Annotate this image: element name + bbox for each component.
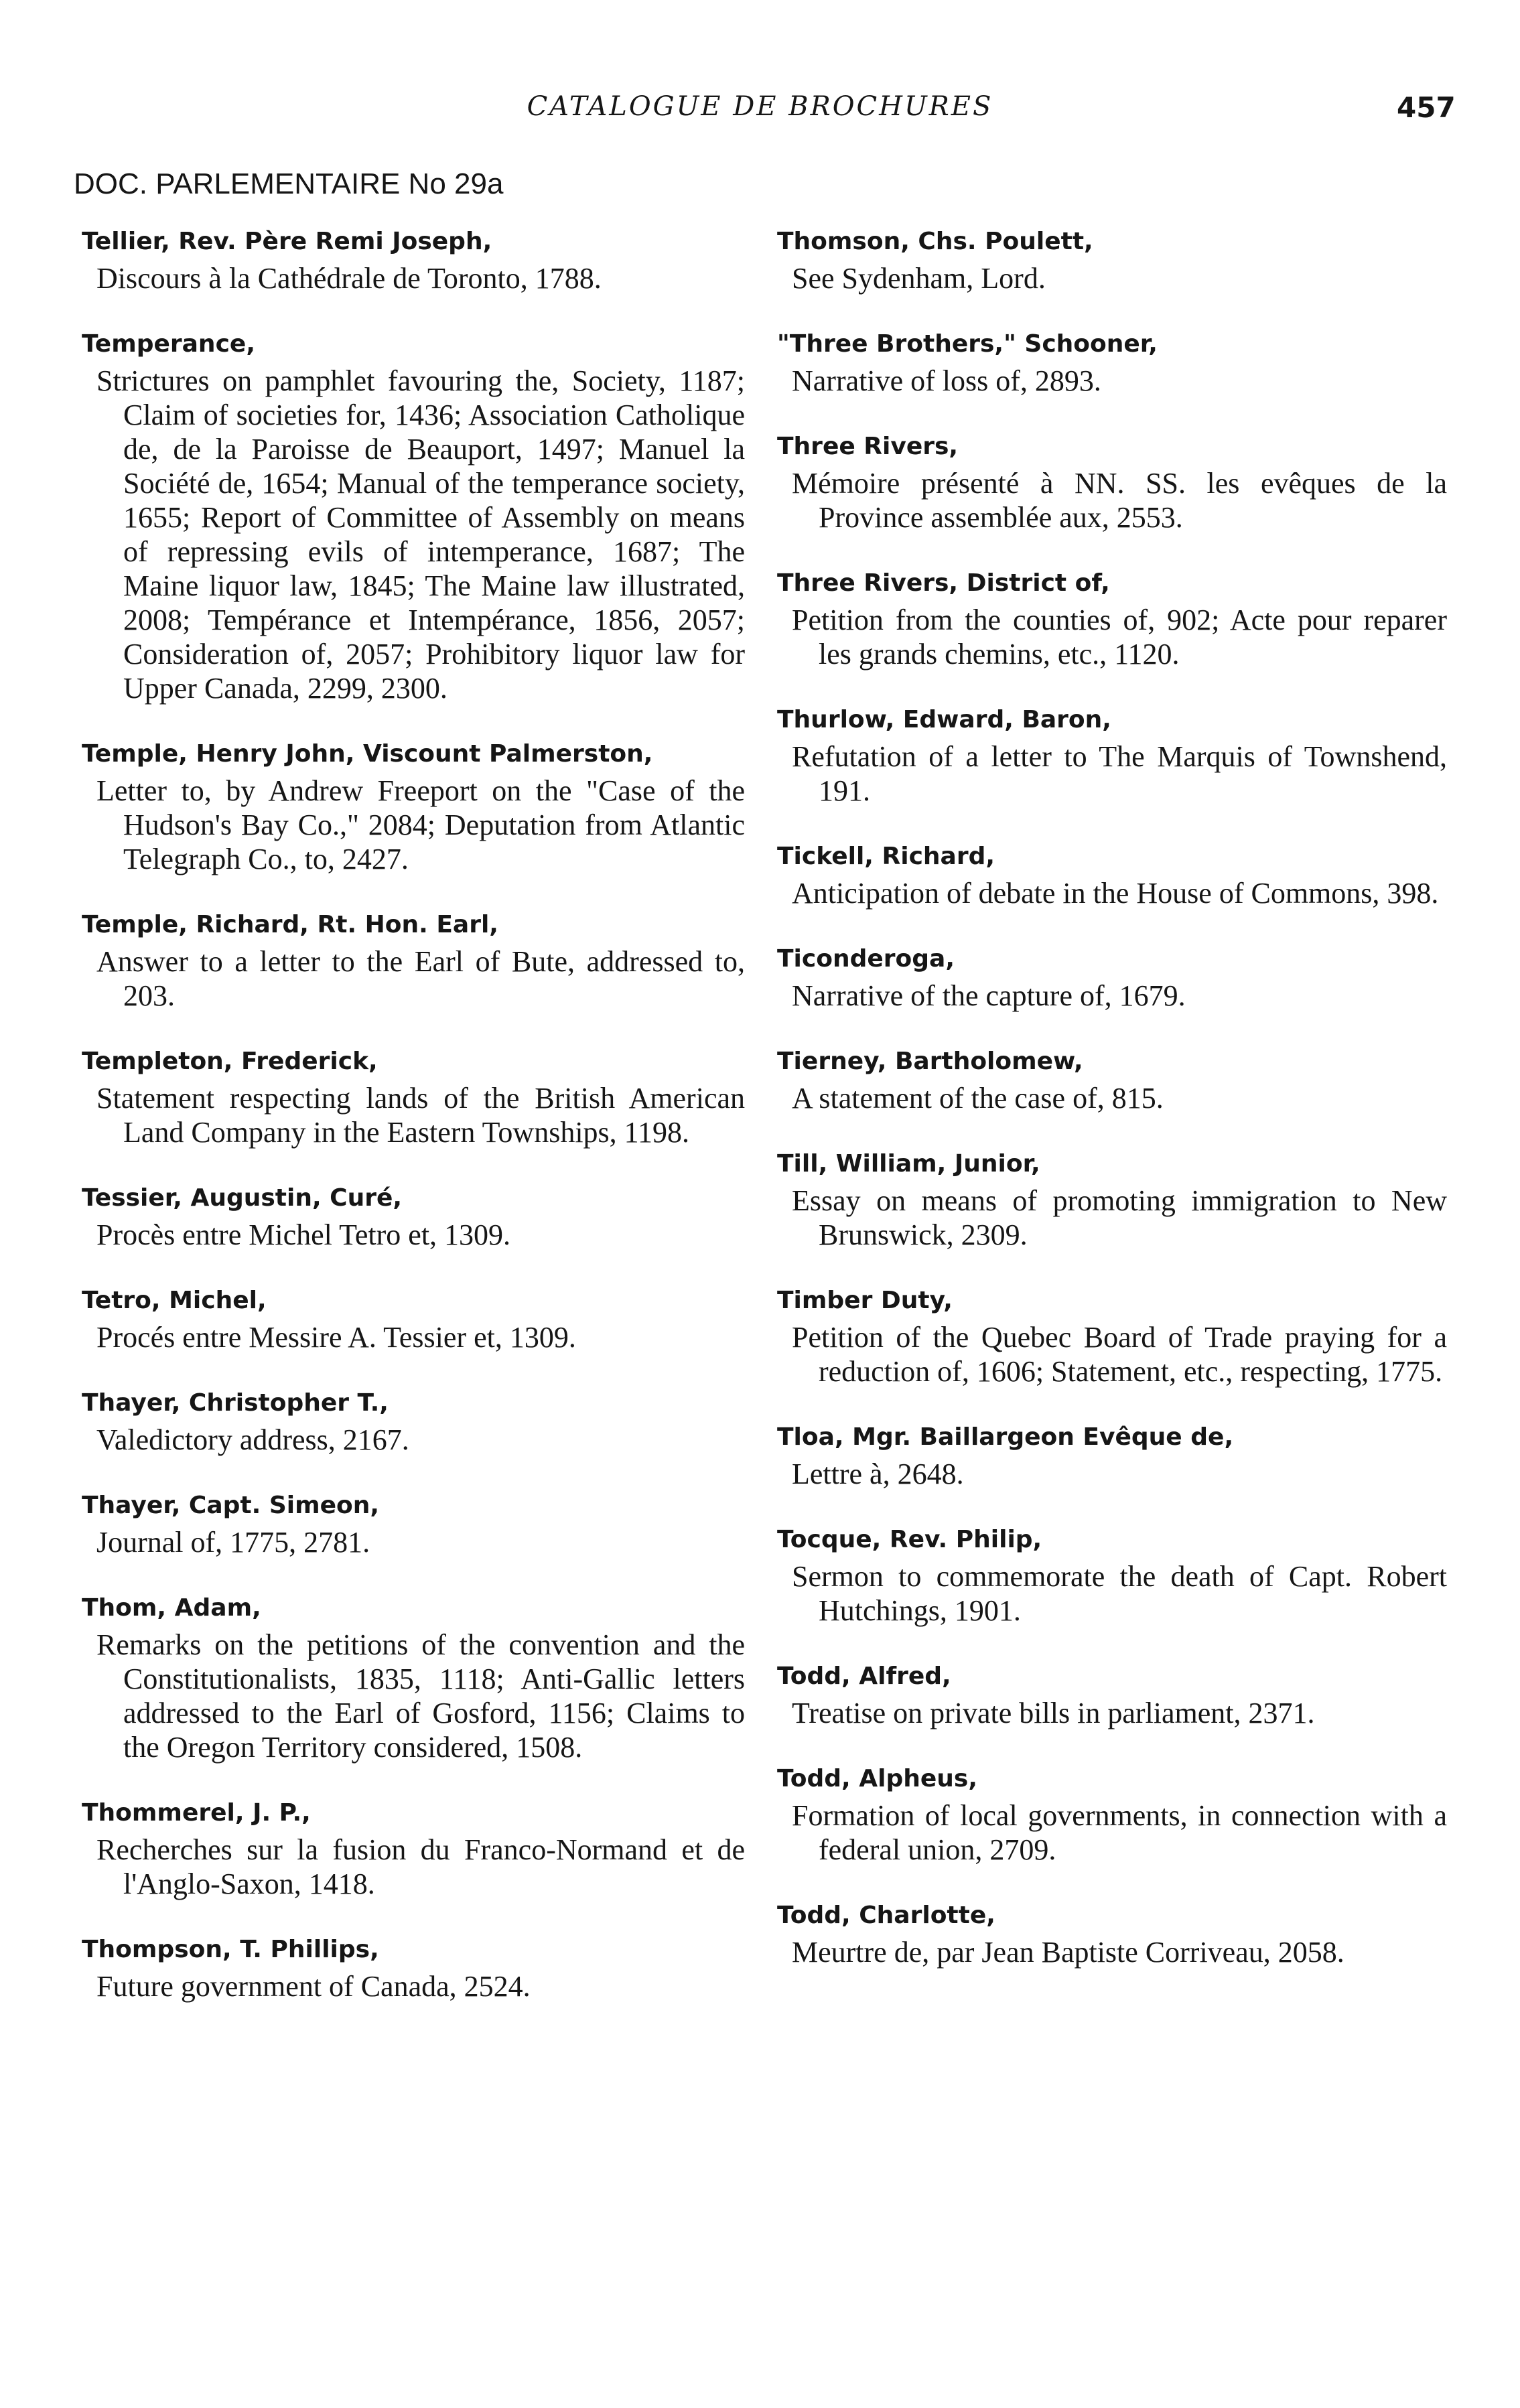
entry-heading: Thayer, Christopher T.,	[82, 1389, 389, 1417]
entry-heading: Todd, Alpheus,	[777, 1765, 978, 1792]
catalogue-entry	[82, 1284, 745, 1354]
catalogue-entry	[777, 1284, 1447, 1389]
entry-text: Lettre à, 2648.	[792, 1458, 964, 1490]
entry-text: Valedictory address, 2167.	[96, 1423, 409, 1456]
entry-heading: Tetro, Michel,	[82, 1287, 267, 1314]
catalogue-entry	[82, 1182, 745, 1252]
catalogue-entry	[777, 1899, 1447, 1969]
catalogue-entry	[777, 1147, 1447, 1252]
entry-text: Answer to a letter to the Earl of Bute, addressed to, 203.	[96, 945, 745, 1012]
entry-text: Recherches sur la fusion du Franco-Normand et de l'Anglo-Saxon, 1418.	[96, 1833, 745, 1900]
catalogue-entry	[82, 1045, 745, 1149]
entry-heading: Three Rivers, District of,	[777, 569, 1110, 597]
entry-heading: Thayer, Capt. Simeon,	[82, 1492, 380, 1519]
catalogue-entry	[777, 1523, 1447, 1628]
catalogue-entry	[777, 430, 1447, 535]
entry-text: Procés entre Messire A. Tessier et, 1309.	[96, 1321, 576, 1354]
entry-text: Petition of the Quebec Board of Trade praying for a reduction of, 1606; Statement, etc., respecting, 1775.	[792, 1321, 1447, 1388]
entry-text: Journal of, 1775, 2781.	[96, 1526, 370, 1559]
entry-text: Mémoire présenté à NN. SS. les evêques de la Province assemblée aux, 2553.	[792, 467, 1447, 534]
catalogue-entry	[777, 328, 1447, 398]
left-column	[82, 225, 745, 2036]
catalogue-entry	[777, 703, 1447, 808]
catalogue-entry	[777, 1045, 1447, 1115]
catalogue-entry	[777, 840, 1447, 910]
catalogue-entry	[777, 1660, 1447, 1730]
catalogue-entry	[777, 942, 1447, 1013]
page-number: 457	[1397, 91, 1456, 124]
entry-heading: Thurlow, Edward, Baron,	[777, 706, 1111, 733]
entry-heading: Temperance,	[82, 330, 255, 358]
entry-heading: Three Rivers,	[777, 433, 959, 460]
entry-text: Procès entre Michel Tetro et, 1309.	[96, 1218, 511, 1251]
entry-text: Future government of Canada, 2524.	[96, 1970, 531, 2003]
entry-heading: Tickell, Richard,	[777, 843, 995, 870]
entry-text: Essay on means of promoting immigration to New Brunswick, 2309.	[792, 1184, 1447, 1251]
running-header-title: CATALOGUE DE BROCHURES	[527, 91, 993, 122]
entry-text: A statement of the case of, 815.	[792, 1082, 1164, 1115]
entry-text: Anticipation of debate in the House of Commons, 398.	[792, 877, 1439, 910]
entry-text: Statement respecting lands of the British American Land Company in the Eastern Townships, 1198.	[96, 1082, 745, 1149]
entry-text: Meurtre de, par Jean Baptiste Corriveau, 2058.	[792, 1936, 1344, 1969]
catalogue-entry	[82, 1387, 745, 1457]
entry-heading: Todd, Charlotte,	[777, 1902, 995, 1929]
catalogue-entry	[777, 225, 1447, 295]
entry-heading: "Three Brothers," Schooner,	[777, 330, 1158, 358]
entry-heading: Thommerel, J. P.,	[82, 1799, 311, 1827]
right-column	[777, 225, 1447, 2001]
entry-text: See Sydenham, Lord.	[792, 262, 1046, 295]
entry-heading: Tessier, Augustin, Curé,	[82, 1184, 403, 1212]
catalogue-entry	[82, 908, 745, 1013]
catalogue-entry	[82, 328, 745, 705]
catalogue-entry	[82, 1933, 745, 2003]
entry-text: Petition from the counties of, 902; Acte pour reparer les grands chemins, etc., 1120.	[792, 604, 1447, 670]
entry-text: Strictures on pamphlet favouring the, Society, 1187; Claim of societies for, 1436; Association Catholique de, de la Paroisse de Beauport, 1497; Manuel la Société de, 1654; Manual of the temperance society, 1655; Report of Committee of Assembly on means of repressing evils of intemperance, 1687; The Maine liquor law, 1845; The Maine law illustrated, 2008; Tempérance et Intempérance, 1856, 2057; Consideration of, 2057; Prohibitory liquor law for Upper Canada, 2299, 2300.	[96, 364, 745, 705]
catalogue-entry	[777, 567, 1447, 671]
entry-heading: Tierney, Bartholomew,	[777, 1048, 1083, 1075]
entry-heading: Thom, Adam,	[82, 1594, 261, 1622]
entry-text: Sermon to commemorate the death of Capt. Robert Hutchings, 1901.	[792, 1560, 1447, 1627]
catalogue-entry	[82, 225, 745, 295]
catalogue-entry	[777, 1762, 1447, 1867]
catalogue-entry	[82, 737, 745, 876]
catalogue-entry	[82, 1796, 745, 1901]
entry-heading: Till, William, Junior,	[777, 1150, 1040, 1178]
entry-heading: Ticonderoga,	[777, 945, 955, 973]
entry-text: Remarks on the petitions of the convention and the Constitutionalists, 1835, 1118; Anti-Gallic letters addressed to the Earl of Gosford, 1156; Claims to the Oregon Territory considered, 1508.	[96, 1628, 745, 1764]
entry-heading: Tocque, Rev. Philip,	[777, 1526, 1042, 1553]
entry-heading: Todd, Alfred,	[777, 1662, 951, 1690]
entry-heading: Temple, Henry John, Viscount Palmerston,	[82, 740, 653, 768]
entry-text: Treatise on private bills in parliament, 2371.	[792, 1697, 1315, 1729]
catalogue-entry	[82, 1489, 745, 1559]
entry-heading: Tloa, Mgr. Baillargeon Evêque de,	[777, 1423, 1234, 1451]
catalogue-entry	[82, 1591, 745, 1764]
entry-text: Formation of local governments, in connection with a federal union, 2709.	[792, 1799, 1447, 1866]
entry-heading: Tellier, Rev. Père Remi Joseph,	[82, 228, 492, 255]
entry-text: Letter to, by Andrew Freeport on the "Case of the Hudson's Bay Co.," 2084; Deputation from Atlantic Telegraph Co., to, 2427.	[96, 774, 745, 875]
entry-heading: Thomson, Chs. Poulett,	[777, 228, 1093, 255]
entry-heading: Temple, Richard, Rt. Hon. Earl,	[82, 911, 498, 938]
catalogue-entry	[777, 1421, 1447, 1491]
entry-heading: Timber Duty,	[777, 1287, 953, 1314]
entry-text: Narrative of the capture of, 1679.	[792, 979, 1186, 1012]
entry-heading: Templeton, Frederick,	[82, 1048, 378, 1075]
document-label: DOC. PARLEMENTAIRE No 29a	[74, 167, 504, 200]
entry-text: Discours à la Cathédrale de Toronto, 1788.	[96, 262, 602, 295]
entry-text: Refutation of a letter to The Marquis of Townshend, 191.	[792, 740, 1447, 807]
entry-heading: Thompson, T. Phillips,	[82, 1936, 379, 1963]
entry-text: Narrative of loss of, 2893.	[792, 364, 1101, 397]
